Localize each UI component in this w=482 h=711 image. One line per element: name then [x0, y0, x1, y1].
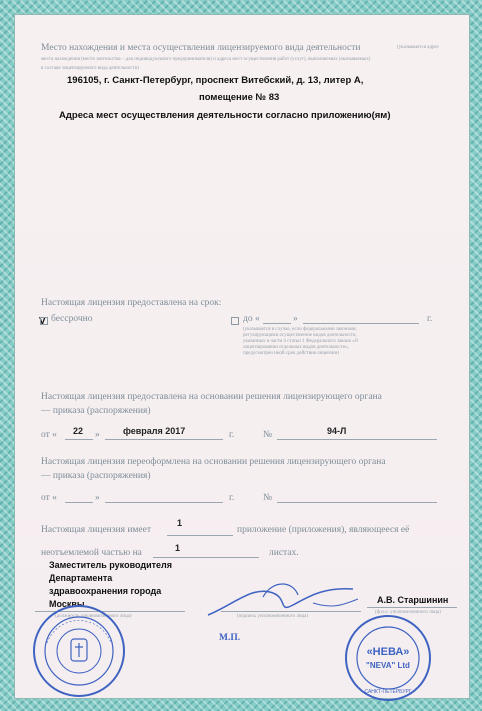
basis-from: от « — [41, 430, 57, 440]
term-checkmark: V — [39, 316, 46, 327]
caption-name: (ф.и.о. уполномоченного лица) — [375, 610, 441, 615]
neva-stamp-center: «НЕВА» — [366, 646, 410, 658]
basis-number: 94-Л — [327, 426, 347, 436]
reissue-close-quote: » — [95, 493, 100, 503]
document-sheet — [14, 14, 470, 699]
name-line — [367, 607, 457, 608]
handwritten-signature — [203, 575, 363, 625]
header-line1-small: (указываются адрес — [397, 45, 440, 50]
basis-month-year: февраля 2017 — [123, 426, 186, 436]
term-day-line — [263, 323, 291, 324]
basis-day-line — [65, 439, 93, 440]
position-line1: Заместитель руководителя — [49, 560, 172, 570]
appendix-count-line — [167, 535, 233, 536]
indefinite-checkbox — [40, 317, 48, 325]
appendix-sheets-line — [153, 557, 259, 558]
basis-day: 22 — [73, 426, 84, 436]
term-until-prefix: до « — [243, 314, 260, 324]
reissue-label-line2: — приказа (распоряжения) — [41, 471, 151, 481]
basis-number-line — [277, 439, 437, 440]
appendix-text2: приложение (приложения), являющееся её — [237, 525, 410, 535]
reissue-month-line — [105, 502, 223, 503]
appendix-text4: листах. — [269, 548, 299, 558]
term-until-suffix: г. — [427, 314, 433, 324]
term-until-mid: » — [293, 314, 298, 324]
neva-stamp-sub: "NEVA" Ltd — [366, 661, 410, 670]
reissue-day-line — [65, 502, 93, 503]
appendix-count: 1 — [177, 518, 183, 528]
neva-company-stamp — [343, 613, 433, 703]
address-line1: 196105, г. Санкт-Петербург, проспект Витебский, д. 13, литер А, — [67, 75, 364, 86]
reissue-number-line — [277, 502, 437, 503]
header-line2-small: места нахождения (место жительства – для индивидуального предпринимателя) и адреса мест осуществления работ (услуг), выполняемых (оказываемых) — [41, 57, 371, 62]
caption-position: (должность уполномоченного лица) — [55, 614, 132, 619]
position-line4: Москвы — [49, 599, 85, 609]
appendix-text1: Настоящая лицензия имеет — [41, 525, 152, 535]
signer-name: А.В. Старшинин — [377, 595, 449, 605]
basis-month-line — [105, 439, 223, 440]
reissue-number-sign: № — [263, 493, 273, 503]
appendix-text3: неотъемлемой частью на — [41, 548, 142, 558]
basis-year-suffix: г. — [229, 430, 235, 440]
basis-number-sign: № — [263, 430, 273, 440]
header-line1: Место нахождения и места осуществления лицензируемого вида деятельности — [41, 43, 361, 53]
term-month-line — [303, 323, 419, 324]
term-note: (указывается в случае, если федеральными законами, регулирующими осуществление видов деятельности, указанных в части 4 статьи 1 Федерального закона «О лицензировании отдельных видов деятельности», предусмотрен иной срок действия лицензии) — [243, 327, 359, 356]
caption-signature: (подпись уполномоченного лица) — [237, 614, 309, 619]
reissue-label-line1: Настоящая лицензия переоформлена на основании решения лицензирующего органа — [41, 457, 386, 467]
appendix-sheets: 1 — [175, 543, 181, 553]
basis-close-quote: » — [95, 430, 100, 440]
reissue-from: от « — [41, 493, 57, 503]
mp-label: М.П. — [219, 633, 241, 643]
term-label: Настоящая лицензия предоставлена на срок: — [41, 298, 222, 308]
reissue-year-suffix: г. — [229, 493, 235, 503]
basis-label-line1: Настоящая лицензия предоставлена на основании решения лицензирующего органа — [41, 392, 382, 402]
term-indefinite: бессрочно — [51, 314, 93, 324]
header-line3-small: в составе лицензируемого вида деятельности) — [41, 66, 140, 71]
address-line2: помещение № 83 — [199, 92, 280, 103]
until-checkbox — [231, 317, 239, 325]
neva-stamp-city: САНКТ-ПЕТЕРБУРГ — [364, 689, 412, 695]
address-line3: Адреса мест осуществления деятельности согласно приложению(ям) — [59, 110, 391, 121]
position-line2: Департамента — [49, 573, 113, 583]
moscow-seal-stamp — [31, 603, 127, 699]
basis-label-line2: — приказа (распоряжения) — [41, 406, 151, 416]
position-line3: здравоохранения города — [49, 586, 162, 596]
